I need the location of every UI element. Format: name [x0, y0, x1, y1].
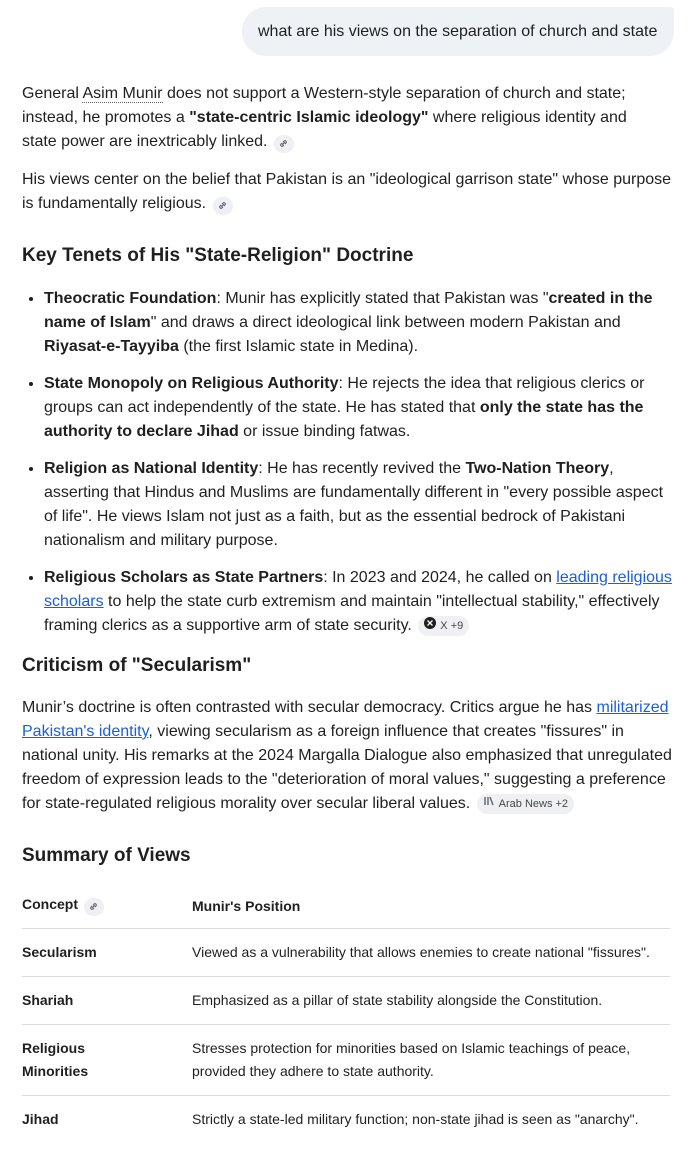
cell-concept: Shariah — [22, 992, 74, 1008]
cell-position: Stresses protection for minorities based on Islamic teachings of peace, provided they adhere to state authority. — [192, 1040, 631, 1079]
table-header-row — [22, 884, 670, 929]
table-row — [22, 1096, 670, 1144]
summary-table — [22, 884, 670, 1144]
table-row — [22, 1025, 670, 1096]
section-heading-secularism: Criticism of "Secularism" — [22, 655, 252, 676]
intro-paragraph-1: General Asim Munir does not support a Western-style separation of church and state; instead, he promotes a "state-centric Islamic ideology" where religious identity and state power are inextricably linked. — [22, 82, 662, 154]
cell-position: Emphasized as a pillar of state stability alongside the Constitution. — [192, 992, 603, 1008]
table-row — [22, 977, 670, 1025]
list-item: • State Monopoly on Religious Authority: He rejects the idea that religious clerics or groups can act independently of the state. He has stated that only the state has the authority to declare Jihad or issue binding fatwas. — [44, 371, 674, 444]
cell-concept: Secularism — [22, 944, 97, 960]
link-icon[interactable] — [274, 135, 294, 153]
tenets-list — [22, 286, 674, 638]
list-item: • Religion as National Identity: He has recently revived the Two-Nation Theory, asserting that Hindus and Muslims are fundamentally different in "every possible aspect of life". He views Islam not just as a faith, but as the essential bedrock of Pakistani nationalism and military purpose. — [44, 456, 674, 553]
secularism-paragraph: Munir’s doctrine is often contrasted with secular democracy. Critics argue he has militarized Pakistan's identity, viewing secularism as a foreign influence that creates "fissures" in national unity. His remarks at the 2024 Margalla Dialogue also emphasized that unregulated freedom of expression leads to the "deterioration of moral values," suggesting a preference for state-regulated religious morality over secular liberal values. Arab News +2 — [22, 696, 674, 816]
cell-concept: Religious Minorities — [22, 1040, 89, 1079]
cell-concept: Jihad — [22, 1111, 59, 1128]
x-logo-icon — [424, 614, 436, 638]
source-chip-arab-news[interactable]: Arab News +2 — [477, 794, 574, 814]
column-header-concept: Concept — [22, 884, 192, 929]
cell-position: Viewed as a vulnerability that allows enemies to create national "fissures". — [192, 944, 650, 960]
section-heading-tenets: Key Tenets of His "State-Religion" Doctrine — [22, 245, 414, 266]
user-query-bubble — [242, 7, 674, 56]
column-header-position: Munir's Position — [192, 898, 301, 914]
link-icon[interactable] — [84, 898, 104, 916]
link-icon[interactable] — [213, 197, 233, 215]
user-query-text: what are his views on the separation of church and state — [258, 22, 658, 40]
cell-position: Strictly a state-led military function; non-state jihad is seen as "anarchy". — [192, 1111, 639, 1128]
entity-asim-munir[interactable]: Asim Munir — [82, 85, 163, 102]
intro-paragraph-2: His views center on the belief that Pakistan is an "ideological garrison state" whose purpose is fundamentally religious. — [22, 168, 674, 216]
list-item: • Religious Scholars as State Partners: In 2023 and 2024, he called on leading religious scholars to help the state curb extremism and maintain "intellectual stability," effectively framing clerics as a supportive arm of state security. X +9 — [44, 565, 674, 638]
section-heading-summary: Summary of Views — [22, 845, 191, 866]
ai-answer — [22, 82, 674, 1144]
link-militarized-identity[interactable]: militarized Pakistan's identity — [22, 699, 669, 740]
source-chip-x[interactable]: X +9 — [418, 616, 469, 636]
link-leading-religious-scholars[interactable]: leading religious scholars — [44, 569, 672, 610]
list-item: • Theocratic Foundation: Munir has explicitly stated that Pakistan was "created in the name of Islam" and draws a direct ideological link between modern Pakistan and Riyasat-e-Tayyiba (the first Islamic state in Medina). — [44, 286, 674, 359]
news-source-icon — [483, 792, 495, 816]
table-row — [22, 929, 670, 977]
